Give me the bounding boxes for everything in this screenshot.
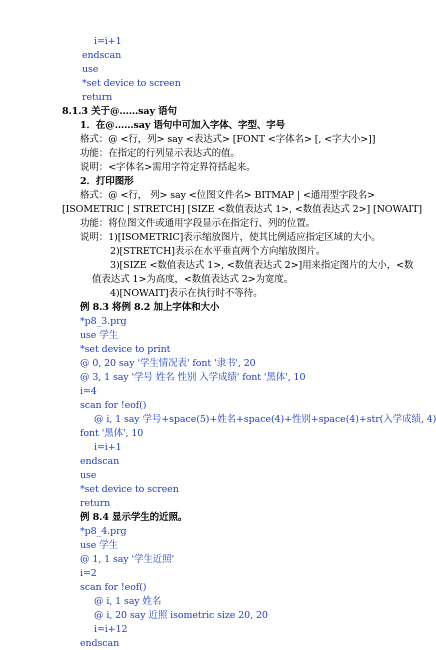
code-line: @ i, 1 say 学号+space(5)+姓名+space(4)+性别+space(4)+str(入学成绩, 4) [94, 414, 436, 425]
example-heading: 例 8.3 将例 8.2 加上字体和大小 [80, 302, 220, 313]
text-line: 2)[STRETCH]表示在水平垂直两个方向缩放图片。 [110, 246, 326, 257]
subsection-heading: 1．在@……say 语句中可加入字体、字型、字号 [80, 120, 286, 131]
code-line: endscan [80, 638, 120, 649]
code-line: i=2 [80, 568, 97, 579]
code-line: i=4 [80, 386, 97, 397]
example-heading: 例 8.4 显示学生的近照。 [80, 512, 188, 523]
text-line: 值表达式 1>为高度，<数值表达式 2>为宽度。 [92, 274, 294, 285]
code-line: use [82, 64, 99, 75]
code-line: return [80, 498, 111, 509]
text-line: 功能：在指定的行列显示表达式的值。 [80, 148, 240, 159]
text-line: 说明：1)[ISOMETRIC]表示缩放图片，使其比例适应指定区域的大小。 [80, 232, 381, 243]
text-line: 说明：<字体名>需用字符定界符括起来。 [80, 162, 256, 173]
code-line: use 学生 [80, 330, 119, 341]
code-line: endscan [80, 456, 120, 467]
text-line: 格式：@ <行，列> say <表达式> [FONT <字体名> [, <字大小>]] [80, 134, 376, 145]
code-line: use [80, 470, 97, 481]
text-line: [ISOMETRIC | STRETCH] [SIZE <数值表达式 1>, <数值表达式 2>] [NOWAIT] [62, 204, 422, 215]
code-line: scan for !eof() [80, 400, 147, 411]
subsection-heading: 2．打印图形 [80, 176, 134, 187]
code-line: @ 0, 20 say '学生情况表' font '隶书', 20 [80, 358, 256, 369]
code-line: *p8_3.prg [80, 316, 127, 327]
code-line: @ 3, 1 say '学号 姓名 性别 入学成绩' font '黑体', 10 [80, 372, 306, 383]
text-line: 4)[NOWAIT]表示在执行时不等待。 [110, 288, 263, 299]
code-line: i=i+1 [94, 36, 122, 47]
code-line: @ 1, 1 say '学生近照' [80, 554, 175, 565]
code-line: *p8_4.prg [80, 526, 127, 537]
code-line: scan for !eof() [80, 582, 147, 593]
code-line: *set device to screen [82, 78, 181, 89]
code-line: font '黑体', 10 [80, 428, 144, 439]
code-line: @ i, 20 say 近照 isometric size 20, 20 [94, 610, 268, 621]
text-line: 功能：将位图文件或通用字段显示在指定行、列的位置。 [80, 218, 316, 229]
code-line: *set device to screen [80, 484, 179, 495]
code-line: i=i+12 [94, 624, 128, 635]
code-line: *set device to print [80, 344, 171, 355]
text-line: 3)[SIZE <数值表达式 1>, <数值表达式 2>]用来指定图片的大小，<数 [110, 260, 414, 271]
text-line: 格式：@ <行， 列> say <位图文件名> BITMAP | <通用型字段名> [80, 190, 375, 201]
section-heading: 8.1.3 关于@……say 语句 [62, 106, 177, 117]
code-line: @ i, 1 say 姓名 [94, 596, 162, 607]
code-line: i=i+1 [94, 442, 122, 453]
code-line: use 学生 [80, 540, 119, 551]
code-line: return [82, 92, 113, 103]
code-line: endscan [82, 50, 122, 61]
